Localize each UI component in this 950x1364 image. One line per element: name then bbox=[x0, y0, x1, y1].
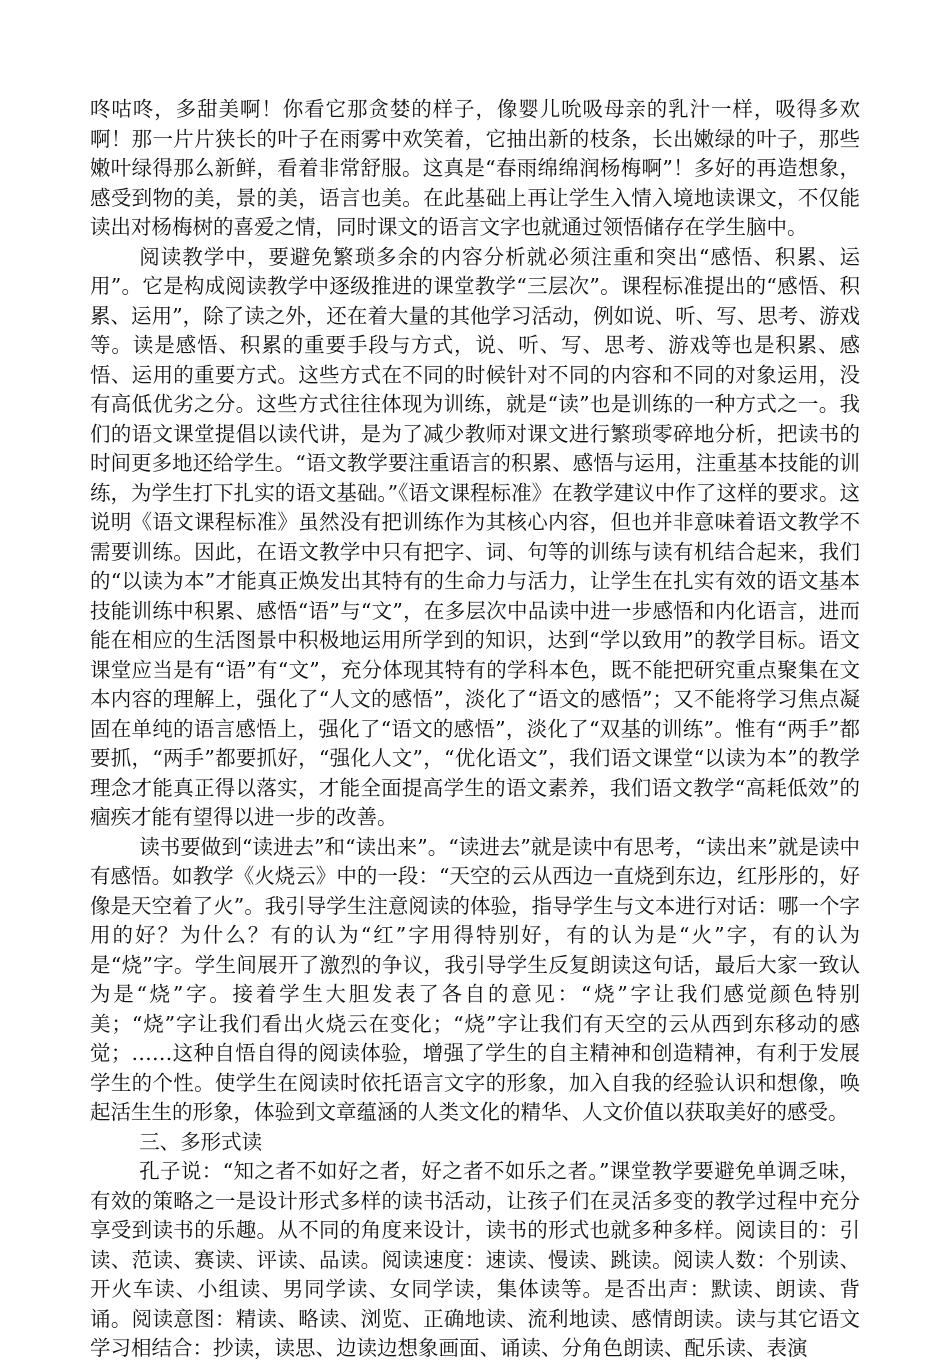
document-page bbox=[90, 95, 860, 1364]
paragraph-reading-training: 阅读教学中，要避免繁琐多余的内容分析就必须注重和突出“感悟、积累、运用”。它是构成阅读教学中逐级推进的课堂教学“三层次”。课程标准提出的“感悟、积累、运用”，除了读之外，还在着大量的其他学习活动，例如说、听、写、思考、游戏等。读是感悟、积累的重要手段与方式，说、听、写、思考、游戏等也是积累、感悟、运用的重要方式。这些方式在不同的时候针对不同的内容和不同的对象运用，没有高低优劣之分。这些方式往往体现为训练，就是“读”也是训练的一种方式之一。我们的语文课堂提倡以读代讲，是为了减少教师对课文进行繁琐零碎地分析，把读书的时间更多地还给学生。“语文教学要注重语言的积累、感悟与运用，注重基本技能的训练，为学生打下扎实的语文基础。”《语文课程标准》在教学建议中作了这样的要求。这说明《语文课程标准》虽然没有把训练作为其核心内容，但也并非意味着语文教学不需要训练。因此，在语文教学中只有把字、词、句等的训练与读有机结合起来，我们的“以读为本”才能真正焕发出其特有的生命力与活力，让学生在扎实有效的语文基本技能训练中积累、感悟“语”与“文”，在多层次中品读中进一步感悟和内化语言，进而能在相应的生活图景中积极地运用所学到的知识，达到“学以致用”的教学目标。语文课堂应当是有“语”有“文”，充分体现其特有的学科本色，既不能把研究重点聚集在文本内容的理解上，强化了“人文的感悟”，淡化了“语文的感悟”；又不能将学习焦点凝固在单纯的语言感悟上，强化了“语文的感悟”，淡化了“双基的训练”。惟有“两手”都要抓，“两手”都要抓好，“强化人文”，“优化语文”，我们语文课堂“以读为本”的教学理念才能真正得以落实，才能全面提高学生的语文素养，我们语文教学“高耗低效”的痼疾才能有望得以进一步的改善。 bbox=[90, 244, 860, 829]
paragraph-multi-form-reading: 孔子说：“知之者不如好之者，好之者不如乐之者。”课堂教学要避免单调乏味，有效的策略之一是设计形式多样的读书活动，让孩子们在灵活多变的教学过程中充分享受到读书的乐趣。从不同的角度来设计，读书的形式也就多种多样。阅读目的：引读、范读、赛读、评读、品读。阅读速度：速读、慢读、跳读。阅读人数：个别读、开火车读、小组读、男同学读、女同学读，集体读等。是否出声：默读、朗读、背诵。阅读意图：精读、略读、浏览、正确地读、流利地读、感情朗读。读与其它语文学习相结合：抄读，读思、边读边想象画面、诵读、分角色朗读、配乐读、表演 bbox=[90, 1159, 860, 1360]
paragraph-read-in-read-out: 读书要做到“读进去”和“读出来”。“读进去”就是读中有思考，“读出来”就是读中有感悟。如教学《火烧云》中的一段：“天空的云从西边一直烧到东边，红彤彤的，好像是天空着了火”。我引导学生注意阅读的体验，指导学生与文本进行对话：哪一个字用的好？为什么？有的认为“红”字用得特别好，有的认为是“火”字，有的认为是“烧”字。学生间展开了激烈的争议，我引导学生反复朗读这句话，最后大家一致认为是“烧”字。接着学生大胆发表了各自的意见：“烧”字让我们感觉颜色特别美；“烧”字让我们看出火烧云在变化；“烧”字让我们有天空的云从西到东移动的感觉；……这种自悟自得的阅读体验，增强了学生的自主精神和创造精神，有利于发展学生的个性。使学生在阅读时依托语言文字的形象，加入自我的经验认识和想像，唤起活生生的形象，体验到文章蕴涵的人类文化的精华、人文价值以获取美好的感受。 bbox=[90, 834, 860, 1124]
section-heading: 三、多形式读 bbox=[139, 1129, 263, 1154]
paragraph-continuation: 咚咕咚，多甜美啊！你看它那贪婪的样子，像婴儿吮吸母亲的乳汁一样，吸得多欢啊！那一片片狭长的叶子在雨雾中欢笑着，它抽出新的枝条，长出嫩绿的叶子，那些嫩叶绿得那么新鲜，看着非常舒服。这真是“春雨绵绵润杨梅啊”！多好的再造想象，感受到物的美，景的美，语言也美。在此基础上再让学生入情入境地读课文，不仅能读出对杨梅树的喜爱之情，同时课文的语言文字也就通过领悟储存在学生脑中。 bbox=[90, 97, 860, 239]
